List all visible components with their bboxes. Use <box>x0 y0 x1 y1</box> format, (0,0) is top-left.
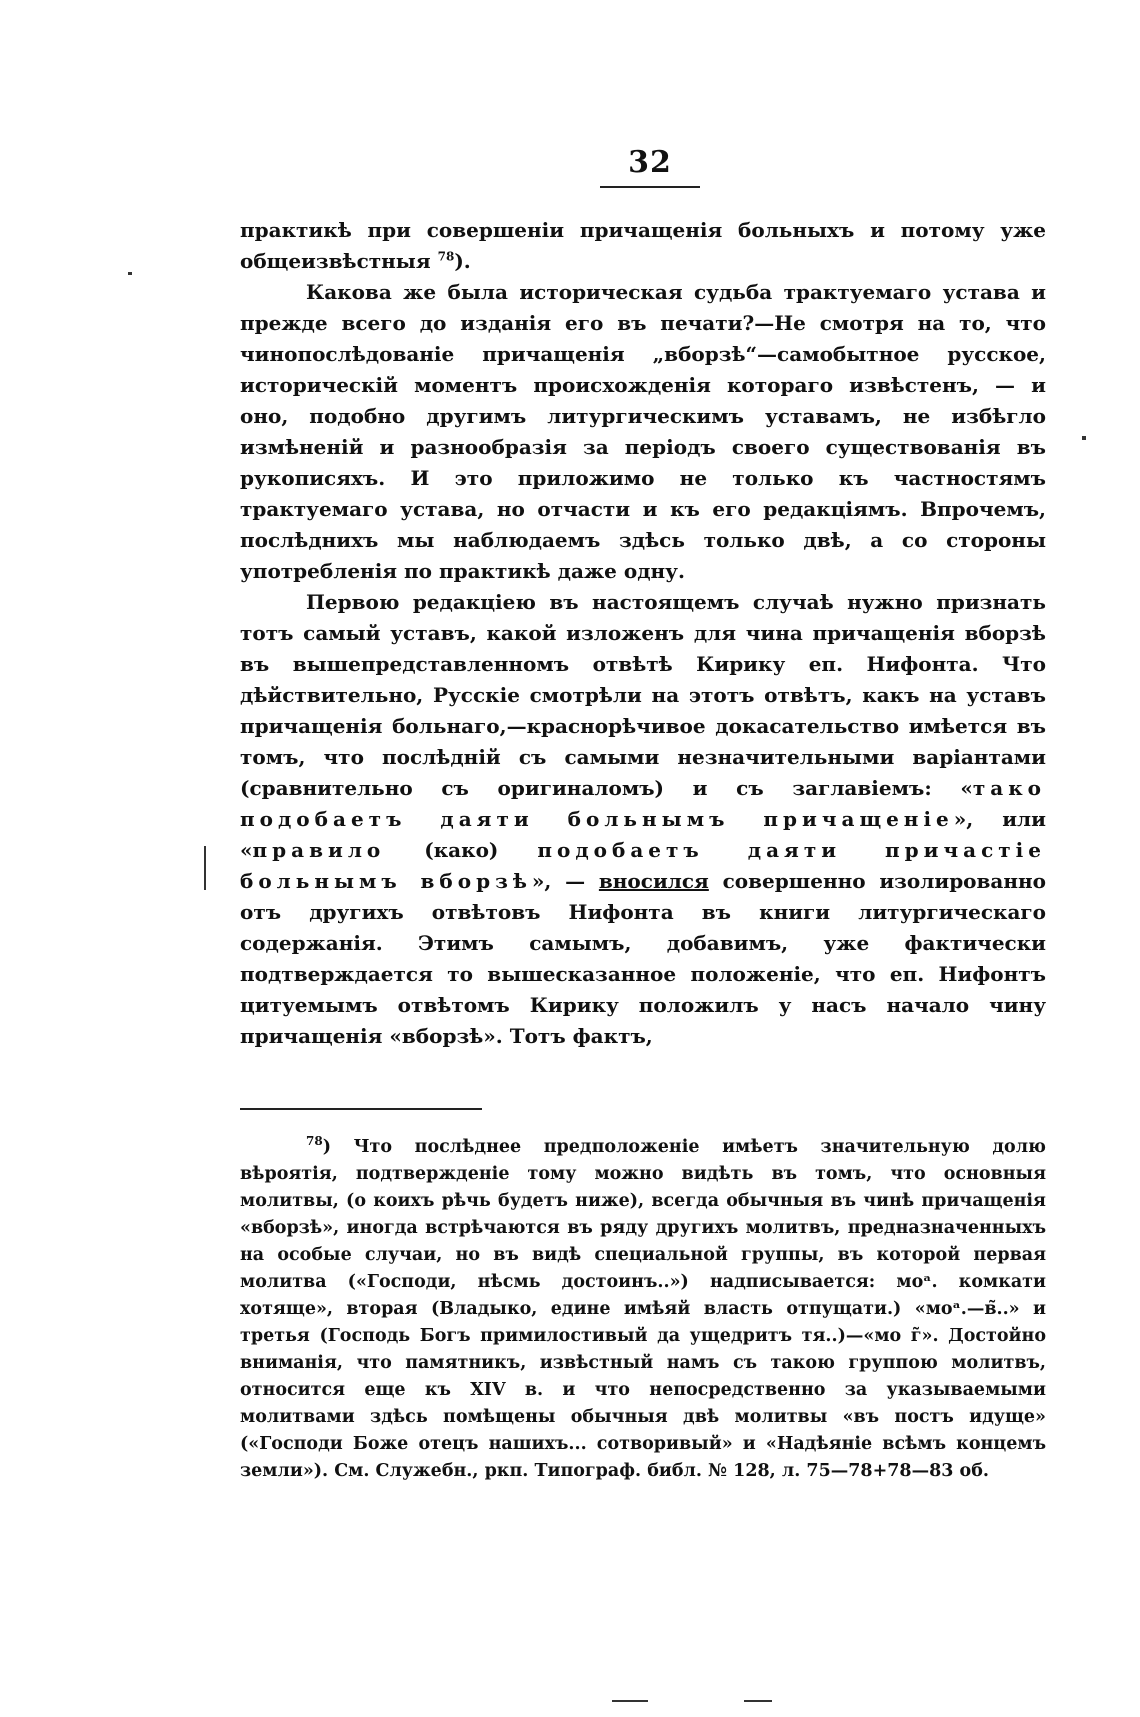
page-number-rule <box>600 186 700 188</box>
page-number: 32 <box>628 145 672 180</box>
footnote-paragraph <box>240 1134 1046 1485</box>
paragraph-3-part5: совершенно изолированно отъ другихъ отвѣтовъ Нифонта въ книги литургическаго содержанія. Этимъ самымъ, добавимъ, уже фактически подтверждается то вышесказанное положеніе, что еп. Нифонтъ цитуемымъ отвѣтомъ Кирику положилъ у насъ начало чину причащенія «вборзѣ». Тотъ фактъ, <box>240 869 1046 1048</box>
paragraph-3-part4: », — <box>531 869 599 893</box>
scan-mark-bottom-2 <box>744 1700 772 1702</box>
paragraph-2: Какова же была историческая судьба трактуемаго устава и прежде всего до изданія его въ печати?—Не смотря на то, что чинопослѣдованіе причащенія „вборзѣ“—самобытное русское, историческій моментъ происхожденія котораго извѣстенъ, — и оно, подобно другимъ литургическимъ уставамъ, не избѣгло измѣненій и разнообразія за періодъ своего существованія въ рукописяхъ. И это приложимо не только къ частностямъ трактуемаго устава, но отчасти и къ его редакціямъ. Впрочемъ, послѣднихъ мы наблюдаемъ здѣсь только двѣ, а со стороны употребленія по практикѣ даже одну. <box>240 280 1046 583</box>
footnote-rule <box>240 1108 482 1110</box>
body-text <box>240 215 1046 1052</box>
quote-title-2b: подобаетъ даяти причастіе больнымъ вборзѣ <box>240 838 1046 893</box>
underlined-word: вносился <box>598 869 709 893</box>
footnote-marker: 78 <box>306 1134 323 1149</box>
paragraph-3-part1: Первою редакціею въ настоящемъ случаѣ нужно признать тотъ самый уставъ, какой изложенъ для чина причащенія вборзѣ въ вышепредставленномъ отвѣтѣ Кирику еп. Нифонта. Что дѣйствительно, Русскіе смотрѣли на этотъ отвѣтъ, какъ на уставъ причащенія больнаго,—краснорѣчивое докасательство имѣется въ томъ, что послѣдній съ самыми незначительными варіантами (сравнительно съ оригиналомъ) и съ заглавіемъ: « <box>240 590 1046 800</box>
scan-mark-left <box>128 272 132 275</box>
quote-title-1: тако подобаетъ даяти больнымъ причащеніе <box>240 776 1046 831</box>
paragraph-3-part3: (како) <box>385 838 538 862</box>
scan-mark-right <box>1082 436 1086 440</box>
quote-title-2a: правило <box>252 838 386 862</box>
paragraph-1-text: практикѣ при совершеніи причащенія больныхъ и потому уже общеизвѣстныя <box>240 218 1046 273</box>
footnote-text: ) Что послѣднее предположеніе имѣетъ значительную долю вѣроятія, подтвержденіе тому можно видѣть въ томъ, что основныя молитвы, (о коихъ рѣчь будетъ ниже), всегда обычныя въ чинѣ причащенія «вборзѣ», иногда встрѣчаются въ ряду другихъ молитвъ, предназначенныхъ на особые случаи, но въ видѣ специальной группы, въ которой первая молитва («Господи, нѣсмь достоинъ..») надписывается: моᵃ. комкати хотяще», вторая (Владыко, едине имѣяй власть отпущати.) «моᵃ.—в̃..» и третья (Господь Богъ примилостивый да ущедритъ тя..)—«мо г̃». Достойно вниманія, что памятникъ, извѣстный намъ съ такою группою молитвъ, относится еще къ XIV в. и что непосредственно за указываемыми молитвами здѣсь помѣщены обычныя двѣ молитвы «въ постъ идуще» («Господи Боже отецъ нашихъ... сотворивый» и «Надѣяніе всѣмъ концемъ земли»). См. Служебн., ркп. Типограф. библ. № 128, л. 75—78+78—83 об. <box>240 1137 1046 1481</box>
paragraph-1-tail: ). <box>454 249 471 273</box>
paragraph-1 <box>240 215 1046 277</box>
scan-mark-bottom-1 <box>612 1700 648 1702</box>
paragraph-3-part2: », или « <box>240 807 1046 862</box>
footnote-ref[interactable]: 78 <box>437 249 455 264</box>
footnote <box>240 1134 1046 1485</box>
scan-mark-margin <box>204 846 206 890</box>
paragraph-3 <box>240 587 1046 1052</box>
